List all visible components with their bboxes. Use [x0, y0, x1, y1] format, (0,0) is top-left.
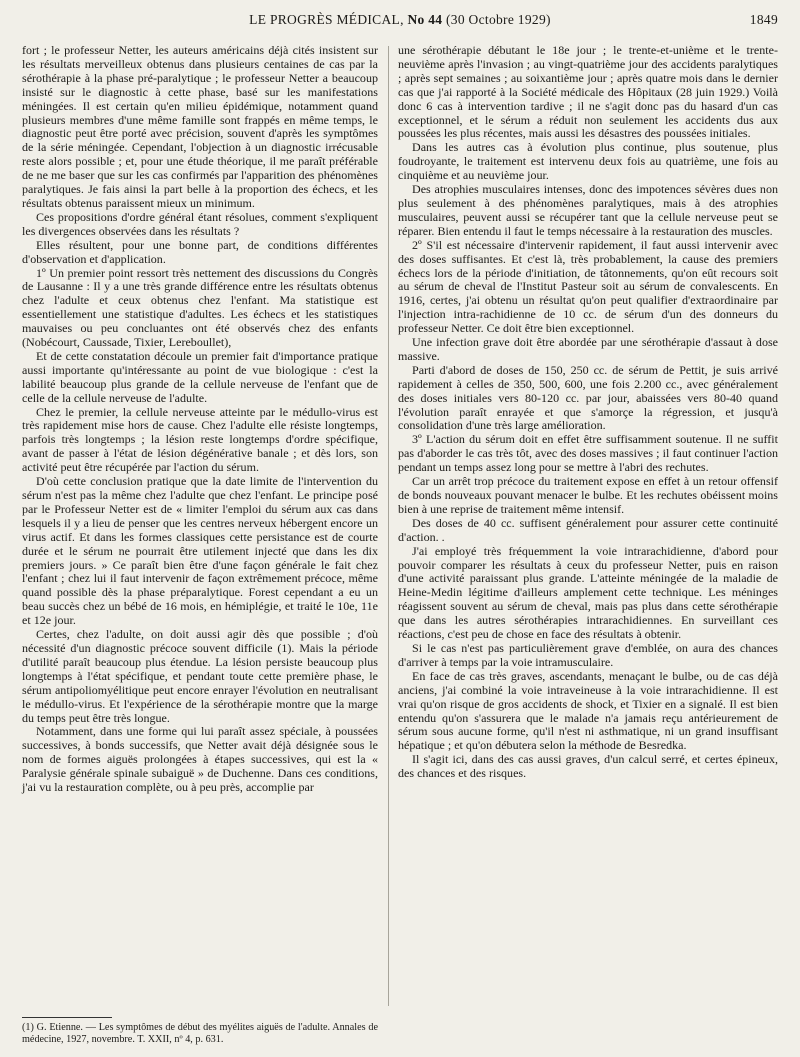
- paragraph: Chez le premier, la cellule nerveuse atteinte par le médullo-virus est très rapidement mise hors de cause. Chez l'adulte elle résiste longtemps, parfois très longtemps ; la lésion reste longtemps d'ordre spécifique, avant de passer à l'état de lésion dégénérative banale ; et dès lors, son activité peut être récupérée par l'action du sérum.: [22, 404, 378, 475]
- paragraph: Des atrophies musculaires intenses, donc des impotences sévères dues non plus seulement à des phénomènes paralytiques, mais à des atrophies musculaires, peuvent aussi se récupérer tant que la cellule nerveuse peut se réparer. Bien entendu il faut le temps nécessaire à la restauration des muscles.: [398, 182, 778, 238]
- footnote: (1) G. Etienne. — Les symptômes de début des myélites aiguës de l'adulte. Annales de médecine, 1927, novembre. T. XXII, nº 4, p. 631.: [22, 1022, 378, 1045]
- paragraph: une sérothérapie débutant le 18e jour ; le trente-et-unième et le trente-neuvième après l'invasion ; au vingt-quatrième jour des accidents paralytiques ; après sept semaines ; au soixantième jour ; après quatre mois dans le dernier cas que j'ai rapporté à la Société médicale des Hôpitaux (28 juin 1929.) Voilà donc 6 cas à intervention tardive ; il ne s'agit donc pas du hasard d'un cas exceptionnel, et le sérum a réduit non seulement les accidents dus aux poussées les plus récentes, mais aussi les désastres des poussées initiales.: [398, 43, 778, 141]
- paragraph: D'où cette conclusion pratique que la date limite de l'intervention du sérum n'est pas la même chez l'adulte que chez l'enfant. Le principe posé par le Professeur Netter est de « limiter l'emploi du sérum aux cas dans lesquels il y a lieu de penser que les centres nerveux hébergent encore un virus actif. Et dans les formes classiques cette persistance est de courte durée et le sérum ne pourrait être utilement injecté que dans les dix premiers jours. » Ce paraît bien être d'une façon générale le fait chez l'enfant ; chez lui il faut intervenir de façon extrêmement précoce, même quand possible dès la phase préparalytique. Forest cependant a eu un beau succès chez un bébé de 16 mois, en hémiplégie, et traité le 10e, 11e et 12e jour.: [22, 474, 378, 628]
- paragraph: Elles résultent, pour une bonne part, de conditions différentes d'observation et d'application.: [22, 237, 378, 266]
- paragraph: fort ; le professeur Netter, les auteurs américains déjà cités insistent sur les résultats merveilleux obtenus dans plusieurs centaines de cas par la sérothérapie à la phase pré-paralytique ; le professeur Netter a beaucoup insisté sur le diagnostic à cette phase, basé sur les manifestations méningées. Il est certain qu'en milieu épidémique, notamment quand plusieurs membres d'une même famille sont frappés en même temps, le diagnostic peut être porté avec précision, souvent d'après les symptômes de la série méningée. Cependant, l'objection à un diagnostic irrécusable reste alors possible ; et, pour une étude théorique, il me paraît préférable de ne me baser que sur les cas confirmés par l'apparition des phénomènes paralytiques. Je fais ainsi la part belle à la proportion des échecs, et les résultats obtenus paraissent mieux un minimum.: [22, 43, 378, 210]
- paragraph: Une infection grave doit être abordée par une sérothérapie d'assaut à dose massive.: [398, 335, 778, 363]
- left-column: [22, 44, 378, 795]
- paragraph: Des doses de 40 cc. suffisent généralement pour assurer cette continuité d'action. .: [398, 515, 778, 544]
- paragraph: Dans les autres cas à évolution plus continue, plus soutenue, plus foudroyante, le traitement est intervenu deux fois au quatrième, une fois au cinquième et au neuvième jour.: [398, 140, 778, 183]
- paragraph: Ces propositions d'ordre général étant résolues, comment s'expliquent les divergences observées dans les résultats ?: [22, 209, 378, 238]
- paragraph: 2º S'il est nécessaire d'intervenir rapidement, il faut aussi intervenir avec des doses suffisantes. Et c'est là, très probablement, la cause des premiers échecs lors de la période d'initiation, de tâtonnements, qu'on eût recours soit au sérum de cheval de l'Institut Pasteur soit au sérum de convalescents. En 1916, certes, j'ai obtenu un résultat qu'on peut qualifier d'extraordinaire par l'injection intra-rachidienne de 10 cc. de sérum d'un des donneurs du professeur Netter. Ce doit être bien exceptionnel.: [398, 237, 778, 336]
- paragraph: Notamment, dans une forme qui lui paraît assez spéciale, à poussées successives, à bonds successifs, que Netter avait déjà désignée sous le nom de formes aiguës prolongées à étapes successives, qui est la « Paralysie générale spinale subaiguë » de Duchenne. Dans ces conditions, j'ai vu la restauration complète, ou à peu près, accomplie par: [22, 724, 378, 795]
- page-number: 1849: [749, 12, 778, 27]
- journal-header: [82, 12, 718, 28]
- paragraph: 1º Un premier point ressort très nettement des discussions du Congrès de Lausanne : Il y a une très grande différence entre les résultats obtenus chez l'adulte et ceux obtenus chez l'enfant. Ma statistique est essentiellement une statistique d'adultes. Les échecs et les statistiques mauvaises ou peu concluantes ont été observés chez des enfants (Nobécourt, Caussade, Tixier, Lereboullet),: [22, 265, 378, 350]
- issue-number: No 44: [407, 12, 443, 27]
- footnote-rule: [22, 1017, 112, 1018]
- journal-name: LE PROGRÈS MÉDICAL,: [249, 12, 408, 27]
- issue-date: (30 Octobre 1929): [442, 12, 551, 27]
- paragraph: Il s'agit ici, dans des cas aussi graves, d'un calcul serré, et certes épineux, des chances et des risques.: [398, 752, 778, 781]
- column-divider: [388, 46, 389, 1006]
- paragraph: Si le cas n'est pas particulièrement grave d'emblée, on aura des chances d'arriver à temps par la voie intramusculaire.: [398, 640, 778, 669]
- paragraph: En face de cas très graves, ascendants, menaçant le bulbe, ou de cas déjà anciens, j'ai combiné la voie intraveineuse à la voie intrarachidienne. Il est vrai qu'on risque de gros accidents de shock, et Tixier en a signalé. Il est bien entendu qu'on s'assurera que le malade n'a jamais reçu antérieurement de sérum sous aucune forme, qu'il n'est ni asthmatique, ni un grand insuffisant hépatique ; et qu'on débutera selon la méthode de Besredka.: [398, 668, 778, 753]
- running-header: [22, 8, 778, 32]
- paragraph: Et de cette constatation découle un premier fait d'importance pratique aussi importante qu'intéressante au point de vue biologique : c'est la labilité beaucoup plus grande de la cellule nerveuse de l'enfant que de celle de la cellule nerveuse de l'adulte.: [22, 348, 378, 405]
- right-column: [398, 44, 778, 781]
- paragraph: Car un arrêt trop précoce du traitement expose en effet à un retour offensif de bonds nouveaux pouvant menacer le bulbe. Et les rechutes obéissent moins bien à une reprise de traitement même intensif.: [398, 474, 778, 516]
- paragraph: 3º L'action du sérum doit en effet être suffisamment soutenue. Il ne suffit pas d'aborder le cas très tôt, avec des doses massives ; il faut continuer l'action pendant un temps assez long pour se mettre à l'abri des rechutes.: [398, 432, 778, 475]
- paragraph: Certes, chez l'adulte, on doit aussi agir dès que possible ; d'où nécessité d'un diagnostic précoce souvent difficile (1). Mais la période d'utilité paraît beaucoup plus étendue. La lésion persiste beaucoup plus longtemps à l'état spécifique, et pendant toute cette première phase, le sérum antipoliomyélitique peut encore enrayer l'évolution en neutralisant le médullo-virus. Et l'expérience de la sérothérapie montre que la marge du temps peut être très longue.: [22, 627, 378, 725]
- paragraph: J'ai employé très fréquemment la voie intrarachidienne, d'abord pour pouvoir comparer les résultats à ceux du professeur Netter, puis en raison d'une activité paraissant plus grande. L'atteinte méningée de la maladie de Heine-Medin légitime d'ailleurs amplement cette technique. Les méninges réagissent souvent au sérum de cheval, mais pas plus dans cette sérothérapie que dans les autres sérothérapies intrarachidiennes. En surveillant ces réactions, c'est peu de chose en face des résultats à obtenir.: [398, 543, 778, 642]
- paragraph: Parti d'abord de doses de 150, 250 cc. de sérum de Pettit, je suis arrivé rapidement à celles de 350, 500, 600, une fois 2.200 cc., avec généralement des doses initiales vers 80-120 cc. par jour, abaissées vers 80-40 quand l'évolution paraît enrayée et que s'amorçe la régression, et jusqu'à consolidation d'une très large amélioration.: [398, 362, 778, 433]
